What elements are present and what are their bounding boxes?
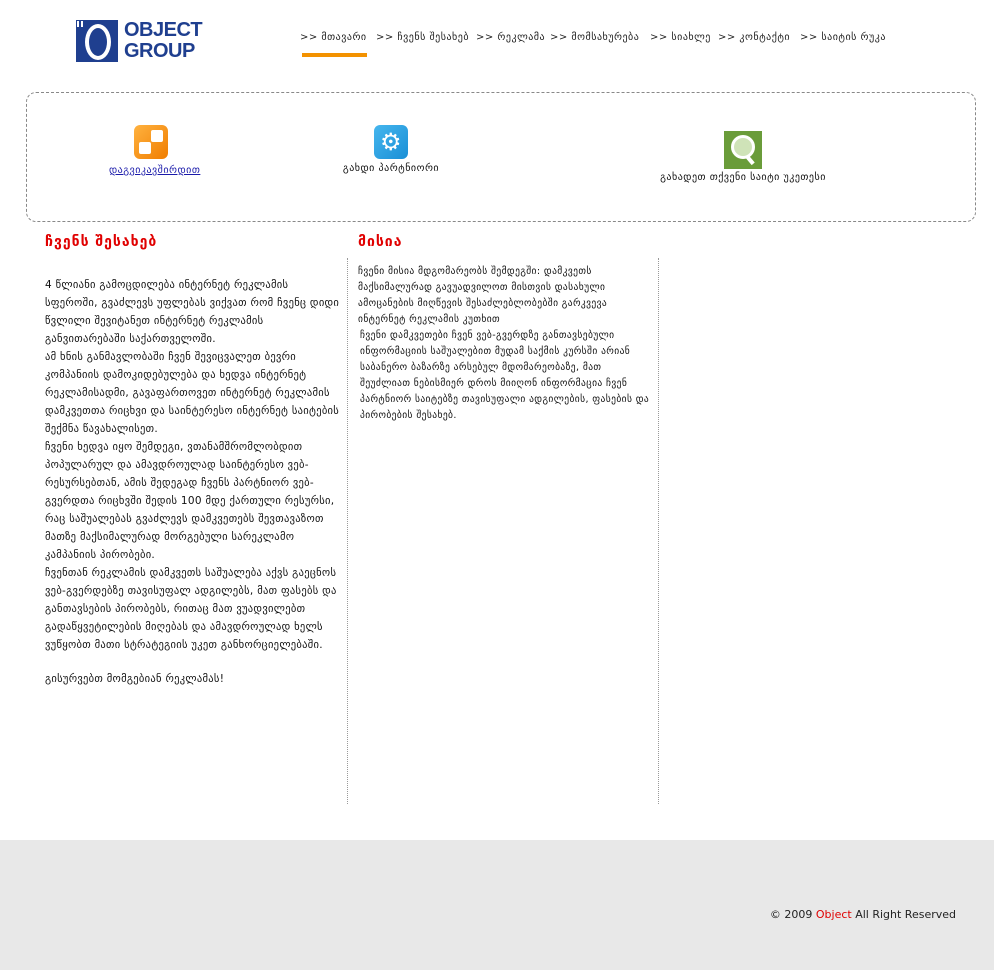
magnifier-icon[interactable] (724, 131, 762, 169)
nav-item-home[interactable]: >> მთავარი (300, 32, 367, 43)
copyright (770, 908, 956, 921)
features-box (26, 92, 976, 222)
about-paragraph: ამ ხნის განმავლობაში ჩვენ შევიცვალეთ ბევრი კომპანიის დამოკიდებულება და ხედვა ინტერნეტ რეკლამისადმი, გავაფართოვეთ ინტერნეტ რეკლამის დამკვეთთა რიცხვი და საინტერესო ინტერნეტ საიტების შექმნა წავახალისეთ. (45, 351, 340, 435)
puzzle-icon[interactable] (134, 125, 168, 159)
about-title: ჩვენს შესახებ (45, 234, 158, 250)
footer (0, 840, 994, 970)
about-text (45, 276, 340, 688)
mission-paragraph: ჩვენი დამკვეთები ჩვენ ვებ-გვერდზე განთავსებული ინფორმაციის საშუალებით მუდამ საქმის კურსში არიან საბანერო ბაზარზე არსებულ მდომარეობაზე, მათ შეუძლიათ ნებისმიერ დროს მიიღონ ინფორმაცია ჩვენ პარტნიორ საიტებზე თავისუფალი ადგილების, ფასების და პირობების შესახებ. (360, 330, 650, 421)
logo-text (124, 20, 202, 62)
copyright-brand: Object (815, 908, 852, 921)
feature-register[interactable] (109, 125, 201, 176)
nav-item-contact[interactable]: >> კონტაქტი (718, 32, 791, 43)
gears-icon[interactable]: ⚙ (374, 125, 408, 159)
nav-item-news[interactable]: >> სიახლე (650, 32, 711, 43)
copyright-suffix: All Right Reserved (851, 908, 956, 921)
about-closing: გისურვებთ მომგებიან რეკლამას! (45, 673, 225, 685)
feature-register-link[interactable]: დაგვიკავშირდით (109, 165, 201, 176)
feature-partner-label[interactable]: გახდი პარტნიორი (342, 163, 440, 174)
logo-line-2: GROUP (124, 40, 195, 62)
nav-item-about[interactable]: >> ჩვენს შესახებ (376, 32, 470, 43)
feature-search[interactable] (649, 131, 837, 183)
nav-item-advertising[interactable]: >> რეკლამა (476, 32, 546, 43)
column-divider (347, 258, 348, 804)
column-divider (658, 258, 659, 804)
nav-active-indicator (302, 53, 367, 57)
nav-item-services[interactable]: >> მომსახურება (550, 32, 640, 43)
logo-mark (76, 20, 118, 62)
feature-partner[interactable] (335, 125, 447, 174)
mission-paragraph: ჩვენი მისია მდგომარეობს შემდეგში: დამკვეთს მაქსიმალურად გავუადვილოთ მისთვის დასახული ამოცანების მიღწევის შესაძლებლობებში გარკვევა ინტერნეტ რეკლამის კუთხით (358, 266, 608, 325)
about-paragraph: ჩვენი ხედვა იყო შემდეგი, ვთანამშრომლობდით პოპულარულ და ამავდროულად საინტერესო ვებ-რესურსებთან, ამის შედეგად ჩვენს პარტნიორ ვებ-გვერდთა რიცხვში შედის 100 მდე ქართული რესურსი, რაც საშუალებას გვაძლევს დამკვეთებს შევთავაზოთ მათზე მაქსიმალურად მორგებული სარეკლამო კამპანიის პირობები. (45, 441, 335, 561)
nav-item-sitemap[interactable]: >> საიტის რუკა (800, 32, 886, 43)
about-paragraph: ჩვენთან რეკლამის დამკვეთს საშუალება აქვს გაეცნოს ვებ-გვერდებზე თავისუფალ ადგილებს, მათ ფასებს და განთავსების პირობებს, რითაც მათ ვუადვილებთ გადაწყვეტილების მიღებას და ამავდროულად ხელს ვუწყობთ მათი სტრატეგიის უკეთ განხორციელებაში. (45, 567, 337, 651)
copyright-prefix: © 2009 (769, 908, 816, 921)
logo-line-1: OBJECT (124, 19, 203, 41)
about-paragraph: 4 წლიანი გამოცდილება ინტერნეტ რეკლამის სფეროში, გვაძლევს უფლებას ვიქვათ რომ ჩვენც დიდი წვლილი შევიტანეთ ინტერნეტ რეკლამის განვითარებაში საქართველოში. (45, 279, 340, 345)
logo[interactable] (76, 20, 208, 64)
feature-search-label[interactable]: გახადეთ თქვენი საიტი უკეთესი (660, 172, 826, 183)
mission-title: მისია (358, 234, 403, 250)
mission-text (358, 264, 650, 424)
